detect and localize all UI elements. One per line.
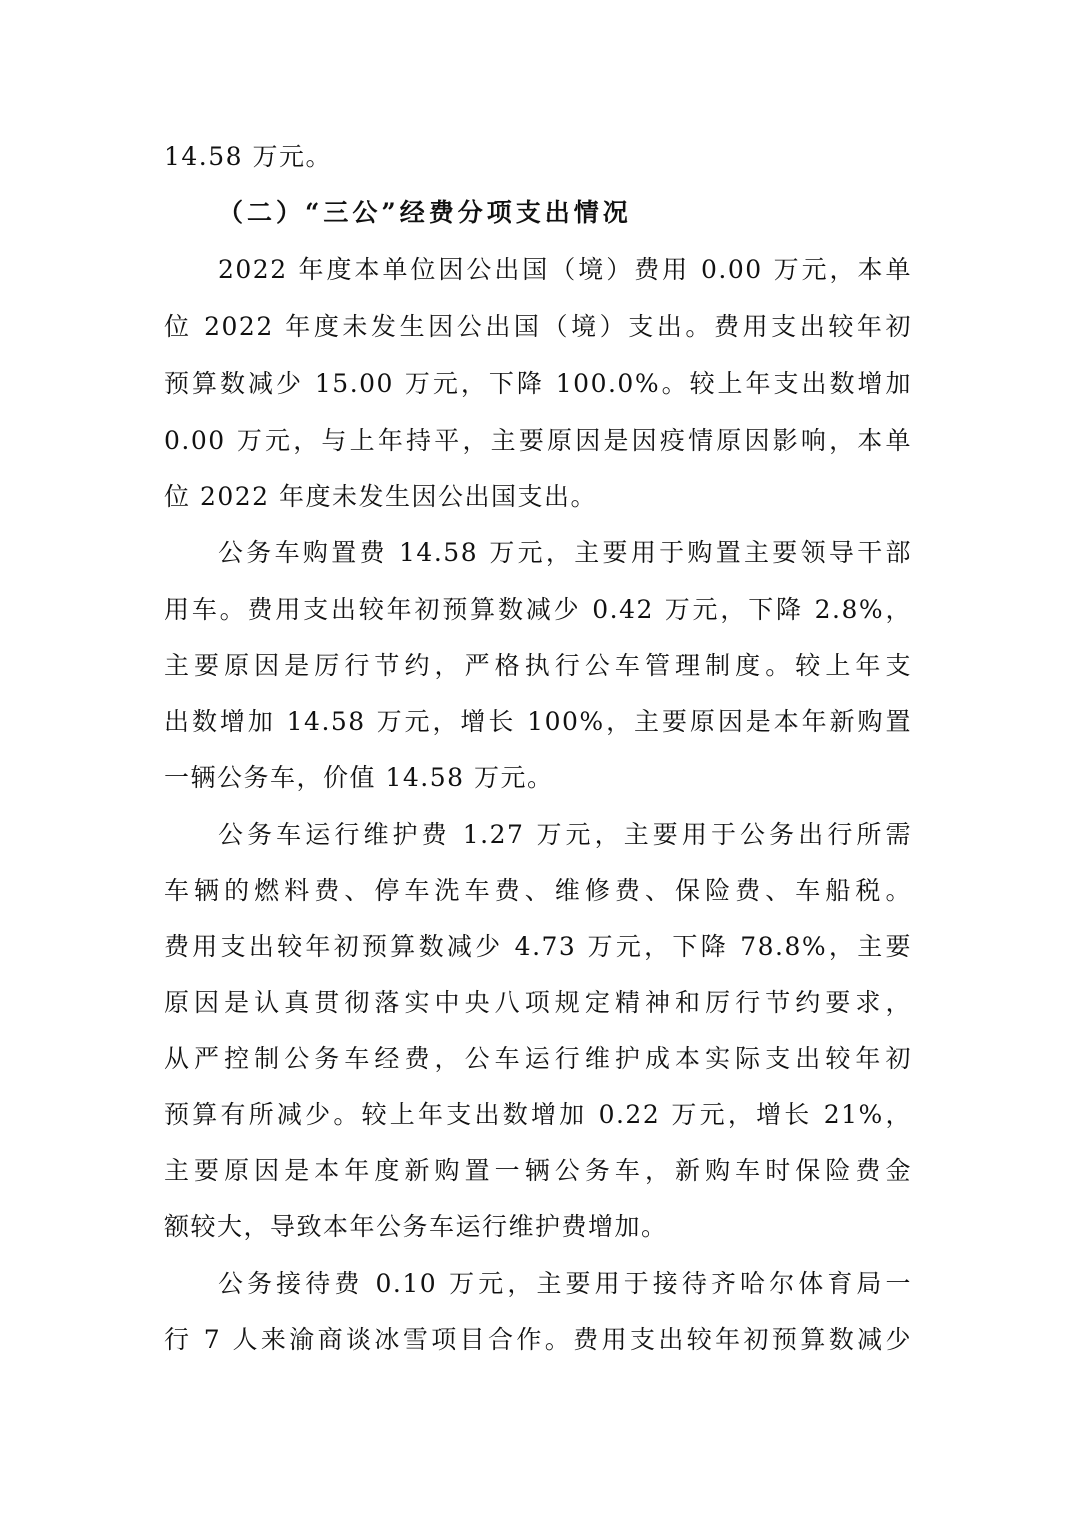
paragraph-vehicle-maintenance-line-5: 从严控制公务车经费，公车运行维护成本实际支出较年初 — [164, 1044, 912, 1073]
paragraph-vehicle-maintenance-line-2: 车辆的燃料费、停车洗车费、维修费、保险费、车船税。 — [164, 876, 912, 905]
paragraph-vehicle-maintenance-line-3: 费用支出较年初预算数减少 4.73 万元，下降 78.8%，主要 — [164, 932, 912, 961]
paragraph-vehicle-purchase-line-4: 出数增加 14.58 万元，增长 100%，主要原因是本年新购置 — [164, 707, 912, 736]
paragraph-vehicle-maintenance-line-6: 预算有所减少。较上年支出数增加 0.22 万元，增长 21%， — [164, 1100, 912, 1129]
paragraph-vehicle-purchase-line-3: 主要原因是厉行节约，严格执行公车管理制度。较上年支 — [164, 651, 912, 680]
paragraph-vehicle-purchase-line-1: 公务车购置费 14.58 万元，主要用于购置主要领导干部 — [218, 538, 912, 567]
paragraph-vehicle-maintenance-line-1: 公务车运行维护费 1.27 万元，主要用于公务出行所需 — [218, 820, 912, 849]
paragraph-reception-line-2: 行 7 人来渝商谈冰雪项目合作。费用支出较年初预算数减少 — [164, 1325, 912, 1354]
paragraph-vehicle-maintenance-line-8: 额较大，导致本年公务车运行维护费增加。 — [164, 1212, 668, 1241]
paragraph-vehicle-purchase-line-2: 用车。费用支出较年初预算数减少 0.42 万元，下降 2.8%， — [164, 595, 912, 624]
paragraph-overseas-travel-line-1: 2022 年度本单位因公出国（境）费用 0.00 万元，本单 — [218, 255, 912, 284]
paragraph-overseas-travel-line-2: 位 2022 年度未发生因公出国（境）支出。费用支出较年初 — [164, 312, 912, 341]
paragraph-vehicle-maintenance-line-4: 原因是认真贯彻落实中央八项规定精神和厉行节约要求， — [164, 988, 912, 1017]
paragraph-overseas-travel-line-5: 位 2022 年度未发生因公出国支出。 — [164, 482, 598, 511]
paragraph-overseas-travel-line-4: 0.00 万元，与上年持平，主要原因是因疫情原因影响，本单 — [164, 426, 912, 455]
paragraph-vehicle-purchase-line-5: 一辆公务车，价值 14.58 万元。 — [164, 763, 554, 792]
paragraph-vehicle-maintenance-line-7: 主要原因是本年度新购置一辆公务车，新购车时保险费金 — [164, 1156, 912, 1185]
section-heading: （二）“三公”经费分项支出情况 — [218, 198, 632, 227]
paragraph-overseas-travel-line-3: 预算数减少 15.00 万元，下降 100.0%。较上年支出数增加 — [164, 369, 912, 398]
paragraph-reception-line-1: 公务接待费 0.10 万元，主要用于接待齐哈尔体育局一 — [218, 1269, 912, 1298]
paragraph-line-continuation: 14.58 万元。 — [164, 142, 333, 171]
